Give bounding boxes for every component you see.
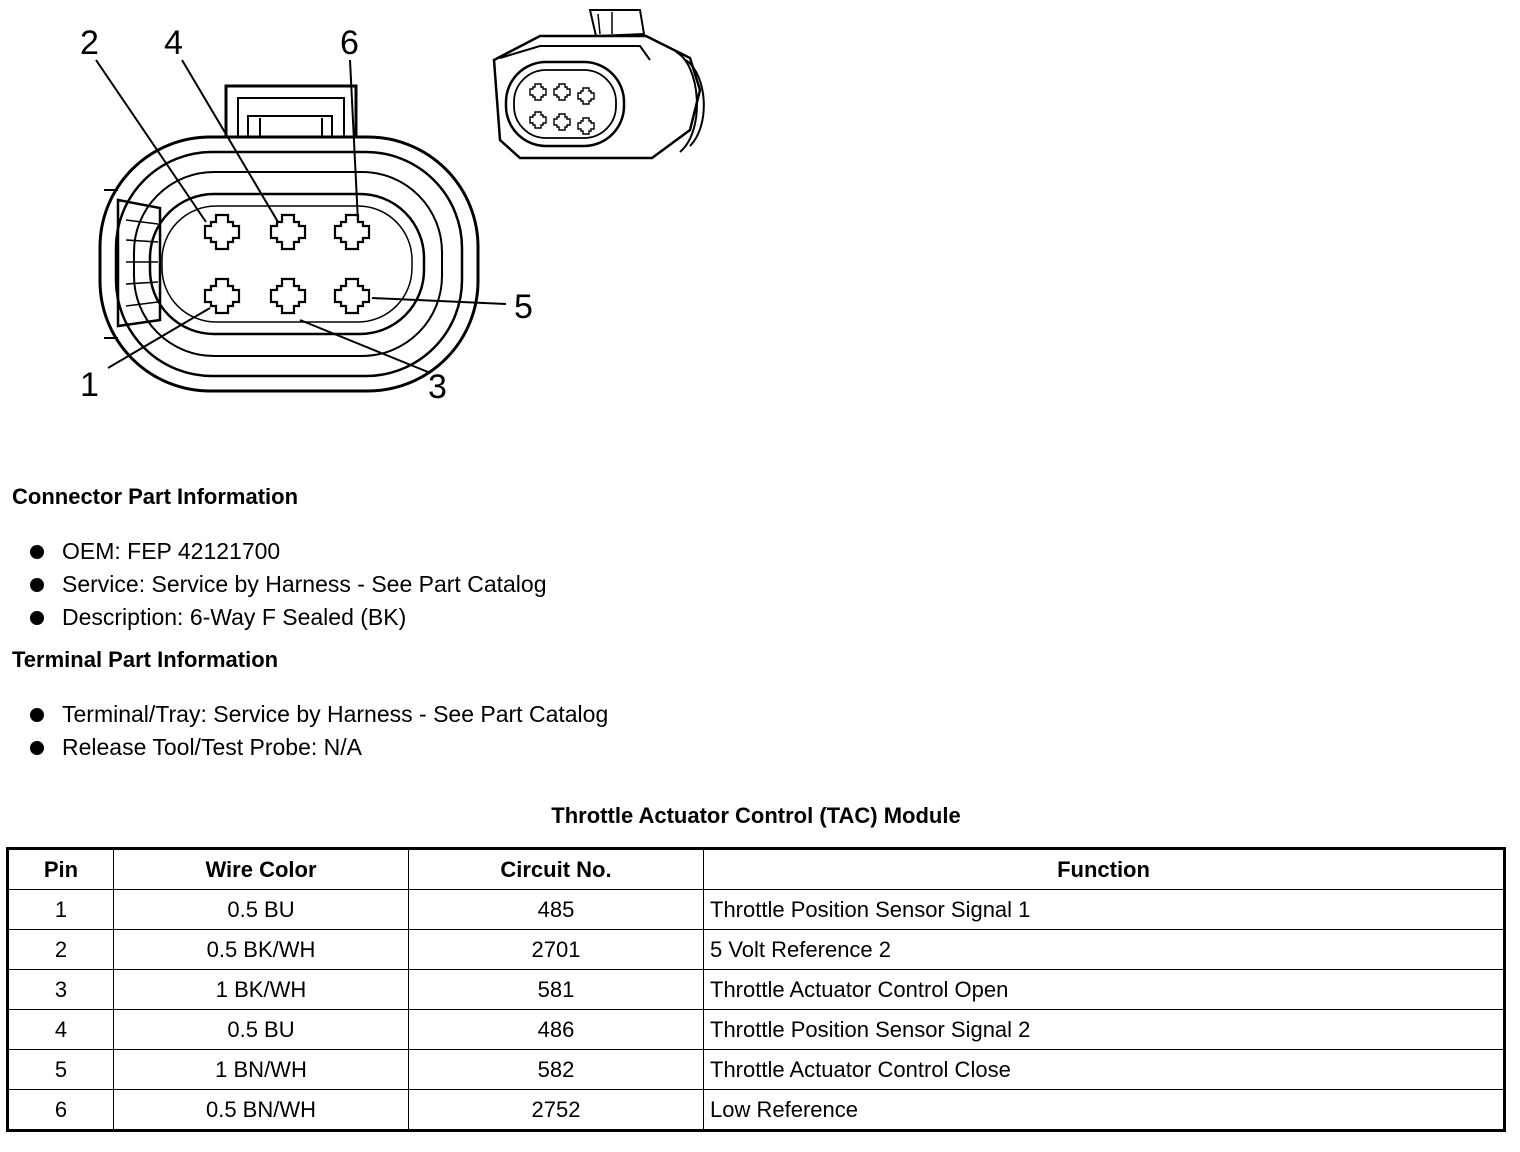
callout-3: 3 <box>428 368 447 406</box>
list-item: OEM: FEP 42121700 <box>30 535 546 568</box>
cell-wire-color: 0.5 BU <box>114 1010 409 1050</box>
cell-wire-color: 0.5 BU <box>114 890 409 930</box>
cell-wire-color: 0.5 BN/WH <box>114 1090 409 1131</box>
bullet-icon <box>30 741 44 755</box>
callout-2: 2 <box>80 24 99 62</box>
cell-wire-color: 0.5 BK/WH <box>114 930 409 970</box>
callout-4: 4 <box>164 24 183 62</box>
list-item: Release Tool/Test Probe: N/A <box>30 731 608 764</box>
table-row <box>8 970 1505 1010</box>
list-item: Description: 6-Way F Sealed (BK) <box>30 601 546 634</box>
table-row <box>8 890 1505 930</box>
table-row <box>8 1050 1505 1090</box>
callout-1: 1 <box>80 366 99 404</box>
list-item: Terminal/Tray: Service by Harness - See Part Catalog <box>30 698 608 731</box>
cell-circuit-no: 2701 <box>409 930 704 970</box>
pinout-table <box>6 847 1506 1132</box>
connector-diagram <box>0 0 720 420</box>
header-pin: Pin <box>8 849 114 890</box>
list-item: Service: Service by Harness - See Part Catalog <box>30 568 546 601</box>
callout-6: 6 <box>340 24 359 62</box>
table-row <box>8 930 1505 970</box>
bullet-icon <box>30 578 44 592</box>
cell-function: Throttle Position Sensor Signal 2 <box>704 1010 1505 1050</box>
table-header-row <box>8 849 1505 890</box>
cell-circuit-no: 581 <box>409 970 704 1010</box>
cell-pin: 5 <box>8 1050 114 1090</box>
cell-circuit-no: 582 <box>409 1050 704 1090</box>
cell-circuit-no: 486 <box>409 1010 704 1050</box>
header-circuit-no: Circuit No. <box>409 849 704 890</box>
terminal-info-list <box>30 698 608 764</box>
connector-isometric-view <box>494 10 704 158</box>
terminal-info-heading: Terminal Part Information <box>12 647 279 672</box>
cell-wire-color: 1 BK/WH <box>114 970 409 1010</box>
header-wire-color: Wire Color <box>114 849 409 890</box>
cell-function: 5 Volt Reference 2 <box>704 930 1505 970</box>
table-row <box>8 1090 1505 1131</box>
cell-function: Throttle Actuator Control Close <box>704 1050 1505 1090</box>
cell-circuit-no: 2752 <box>409 1090 704 1131</box>
callout-5: 5 <box>514 288 533 326</box>
cell-function: Low Reference <box>704 1090 1505 1131</box>
connector-info-list <box>30 535 546 634</box>
cell-pin: 6 <box>8 1090 114 1131</box>
header-function: Function <box>704 849 1505 890</box>
bullet-icon <box>30 545 44 559</box>
cell-wire-color: 1 BN/WH <box>114 1050 409 1090</box>
cell-function: Throttle Actuator Control Open <box>704 970 1505 1010</box>
cell-pin: 3 <box>8 970 114 1010</box>
cell-pin: 1 <box>8 890 114 930</box>
bullet-icon <box>30 611 44 625</box>
table-row <box>8 1010 1505 1050</box>
connector-info-heading: Connector Part Information <box>12 484 299 509</box>
table-title: Throttle Actuator Control (TAC) Module <box>551 803 961 828</box>
bullet-icon <box>30 708 44 722</box>
connector-face-view <box>100 86 478 391</box>
cell-function: Throttle Position Sensor Signal 1 <box>704 890 1505 930</box>
cell-pin: 2 <box>8 930 114 970</box>
cell-pin: 4 <box>8 1010 114 1050</box>
cell-circuit-no: 485 <box>409 890 704 930</box>
